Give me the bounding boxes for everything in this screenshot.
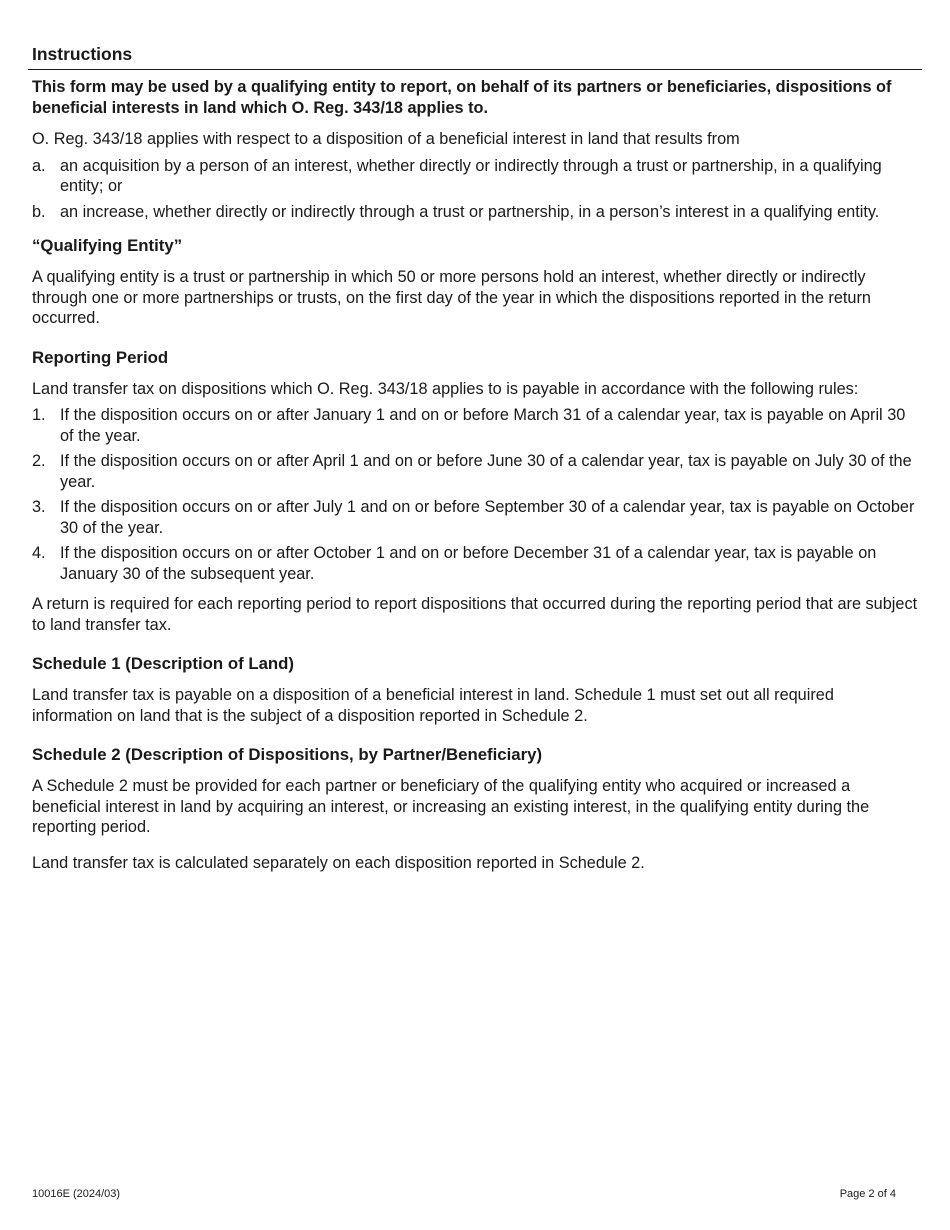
reporting-rules-list bbox=[32, 405, 918, 584]
list-marker: a. bbox=[32, 156, 46, 175]
applies-paragraph: O. Reg. 343/18 applies with respect to a disposition of a beneficial interest in land that results from bbox=[32, 130, 740, 148]
schedule2-heading: Schedule 2 (Description of Dispositions, by Partner/Beneficiary) bbox=[32, 745, 543, 764]
applies-list bbox=[32, 156, 918, 223]
schedule2-calculation-text: Land transfer tax is calculated separately on each disposition reported in Schedule 2. bbox=[32, 853, 645, 872]
form-number: 10016E (2024/03) bbox=[32, 1188, 121, 1200]
qualifying-entity-heading: “Qualifying Entity” bbox=[32, 236, 183, 255]
page-number: Page 2 of 4 bbox=[839, 1188, 896, 1200]
list-item bbox=[32, 497, 918, 538]
list-item bbox=[32, 451, 918, 492]
list-item-text: If the disposition occurs on or after January 1 and on or before March 31 of a calendar year, tax is payable on April 30 of the year. bbox=[60, 406, 906, 445]
qualifying-entity-text: A qualifying entity is a trust or partnership in which 50 or more persons hold an interest, whether directly or indirectly through one or more partnerships or trusts, on the first day of the year in which the dispositions reported in the return occurred. bbox=[32, 268, 871, 327]
list-item bbox=[32, 202, 918, 223]
list-marker: 3. bbox=[32, 498, 46, 516]
list-marker: b. bbox=[32, 202, 46, 221]
page-title: Instructions bbox=[32, 44, 133, 64]
reporting-period-intro: Land transfer tax on dispositions which O. Reg. 343/18 applies to is payable in accordance with the following rules: bbox=[32, 379, 859, 398]
list-item-text: an acquisition by a person of an interest, whether directly or indirectly through a trust or partnership, in a qualifying entity; or bbox=[60, 156, 882, 195]
list-item bbox=[32, 543, 918, 584]
list-item-text: an increase, whether directly or indirectly through a trust or partnership, in a person’s interest in a qualifying entity. bbox=[60, 202, 880, 221]
list-item bbox=[32, 405, 918, 446]
schedule2-text: A Schedule 2 must be provided for each partner or beneficiary of the qualifying entity who acquired or increased a beneficial interest in land by acquiring an interest, or increasing an existing interest, in the qualifying entity during the reporting period. bbox=[32, 777, 870, 836]
reporting-period-closing: A return is required for each reporting period to report dispositions that occurred during the reporting period that are subject to land transfer tax. bbox=[32, 595, 918, 634]
list-marker: 2. bbox=[32, 452, 46, 470]
instructions-body bbox=[32, 76, 918, 873]
list-item-text: If the disposition occurs on or after April 1 and on or before June 30 of a calendar year, tax is payable on July 30 of the year. bbox=[60, 452, 912, 491]
list-item-text: If the disposition occurs on or after July 1 and on or before September 30 of a calendar year, tax is payable on October 30 of the year. bbox=[60, 498, 915, 537]
list-item-text: If the disposition occurs on or after October 1 and on or before December 31 of a calendar year, tax is payable on January 30 of the subsequent year. bbox=[60, 544, 877, 583]
list-marker: 4. bbox=[32, 544, 46, 562]
title-divider bbox=[28, 69, 922, 70]
list-marker: 1. bbox=[32, 406, 46, 424]
list-item bbox=[32, 156, 918, 197]
reporting-period-heading: Reporting Period bbox=[32, 347, 169, 367]
schedule1-text: Land transfer tax is payable on a disposition of a beneficial interest in land. Schedule 1 must set out all required information on land that is the subject of a disposition reported in Schedule 2. bbox=[32, 686, 834, 725]
intro-statement: This form may be used by a qualifying entity to report, on behalf of its partners or beneficiaries, dispositions of beneficial interests in land which O. Reg. 343/18 applies to. bbox=[32, 78, 892, 117]
schedule1-heading: Schedule 1 (Description of Land) bbox=[32, 654, 295, 673]
